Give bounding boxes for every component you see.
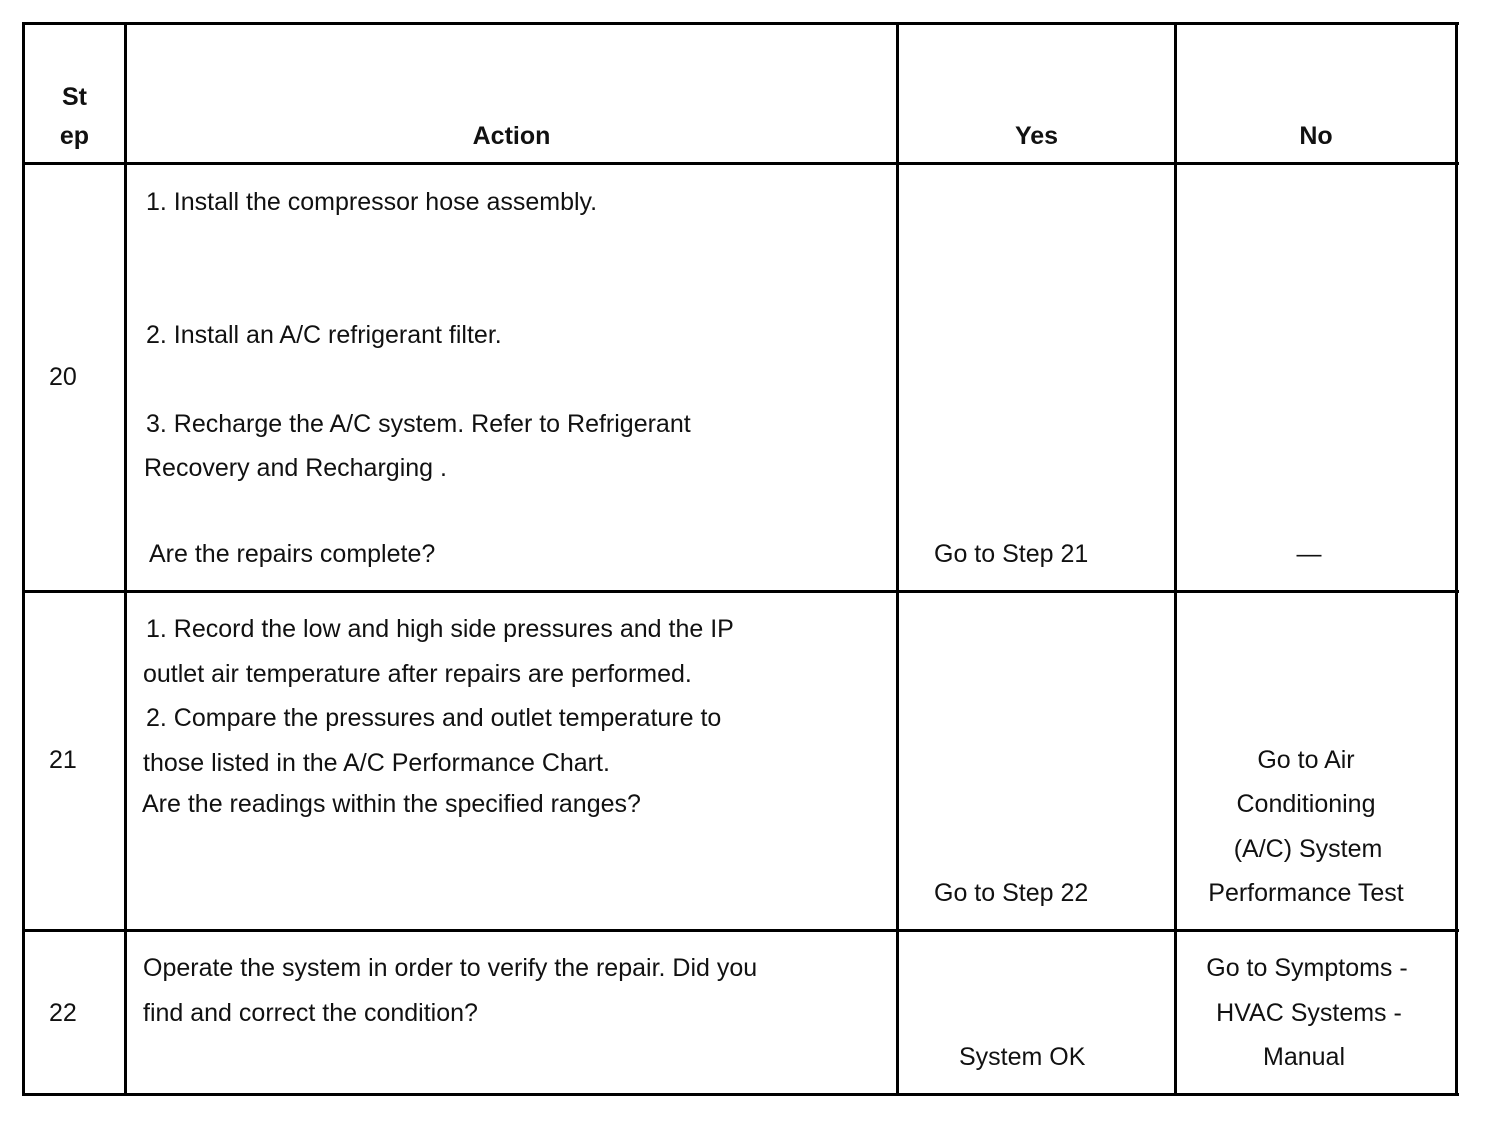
table-border-bottom [22,1093,1459,1096]
row-21-action-line3: 2. Compare the pressures and outlet temperature to [146,704,722,732]
row-20-no: — [1296,540,1322,568]
col-divider-step-action [124,22,127,1096]
row-22-action-line2: find and correct the condition? [143,999,478,1027]
row-20-step: 20 [49,363,77,391]
row-22-no-line3: Manual [1263,1043,1345,1071]
row-22-step: 22 [49,999,77,1027]
row-21-step: 21 [49,746,77,774]
row-20-action-line1: 1. Install the compressor hose assembly. [146,188,598,216]
header-step-line1: St [62,83,87,111]
row-21-question: Are the readings within the specified ranges? [142,790,641,818]
row-21-action-line4: those listed in the A/C Performance Chart. [143,749,610,777]
row-21-no-line1: Go to Air [1257,746,1355,774]
row-20-action-line2: 2. Install an A/C refrigerant filter. [146,321,502,349]
row-divider-21-22 [22,929,1459,932]
row-22-action-line1: Operate the system in order to verify the repair. Did you [143,954,758,982]
header-no: No [1299,122,1333,150]
row-21-action-line1: 1. Record the low and high side pressures and the IP [146,615,734,643]
row-20-question: Are the repairs complete? [149,540,436,568]
row-21-no-line4: Performance Test [1208,879,1404,907]
row-20-action-line4: Recovery and Recharging . [144,454,447,482]
header-step [25,78,124,156]
row-21-yes: Go to Step 22 [934,879,1089,907]
row-21-action-line2: outlet air temperature after repairs are performed. [143,660,692,688]
row-21-no-line2: Conditioning [1236,790,1376,818]
col-divider-action-yes [896,22,899,1096]
row-22-no-line1: Go to Symptoms - [1206,954,1408,982]
row-divider-20-21 [22,590,1459,593]
header-action: Action [472,122,551,150]
row-20-yes: Go to Step 21 [934,540,1089,568]
row-20-action-line3: 3. Recharge the A/C system. Refer to Refrigerant [146,410,691,438]
header-step-line2: ep [59,122,90,150]
row-21-no-line3: (A/C) System [1233,835,1383,863]
table-border-right [1455,22,1458,1096]
row-22-no-line2: HVAC Systems - [1216,999,1402,1027]
table-border-left [22,22,25,1096]
header-yes: Yes [1014,122,1059,150]
table-border-top [22,22,1459,25]
row-22-yes: System OK [959,1043,1086,1071]
header-divider [22,162,1459,165]
